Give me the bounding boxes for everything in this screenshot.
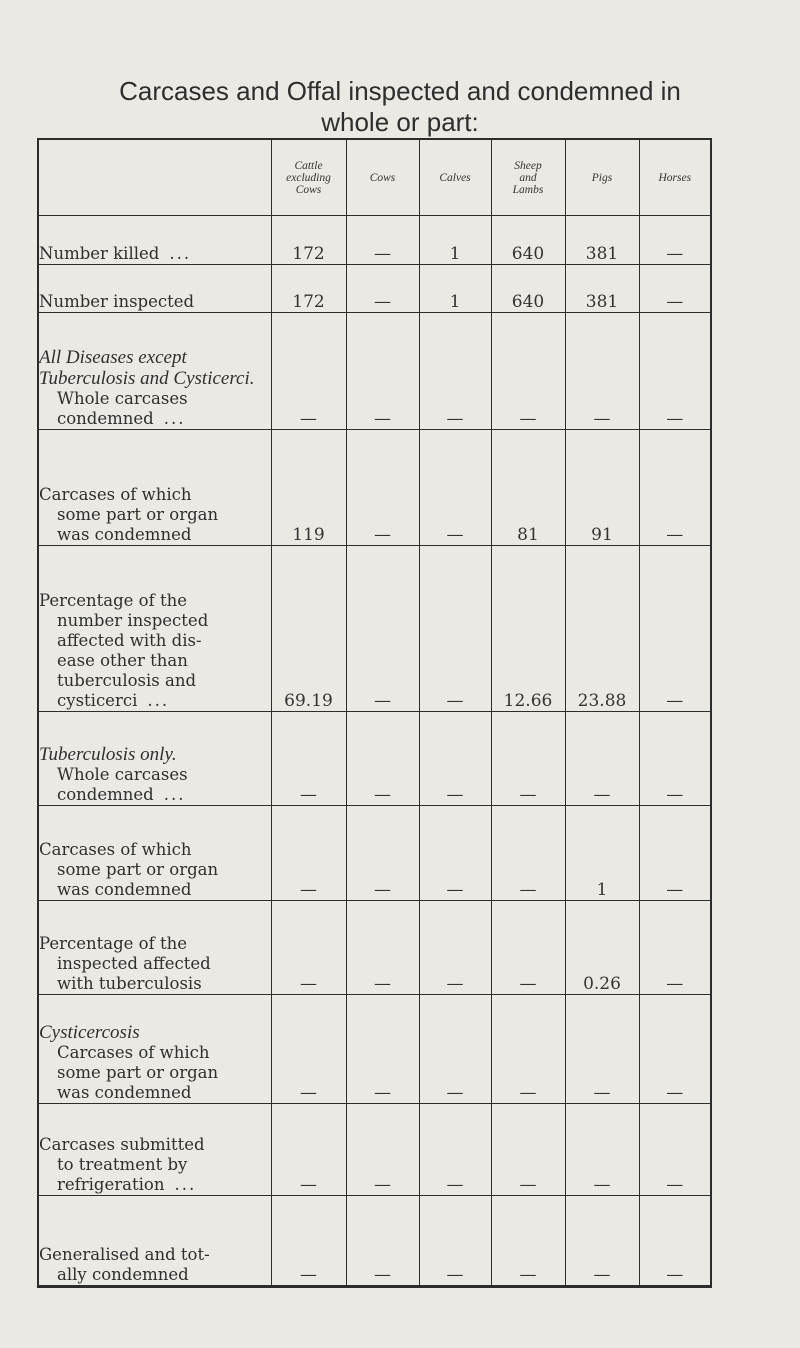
row-label-text: Carcases of which xyxy=(57,1043,210,1062)
row-label-line xyxy=(39,631,271,651)
table-cell: — xyxy=(346,546,419,712)
table-row xyxy=(38,712,711,806)
row-label-text: Number killed xyxy=(39,244,160,263)
table-cell: 12.66 xyxy=(491,546,565,712)
row-label-text: Carcases of which xyxy=(39,485,192,504)
table-cell: 381 xyxy=(565,216,639,265)
leader-dots: ... xyxy=(163,409,186,428)
table-cell: — xyxy=(639,1104,711,1196)
row-label-line xyxy=(39,785,271,805)
table-row xyxy=(38,1196,711,1287)
table-cell: 81 xyxy=(491,430,565,546)
header-row xyxy=(38,139,711,216)
table-cell: — xyxy=(346,1104,419,1196)
row-label-line xyxy=(39,244,271,264)
row-label-line xyxy=(39,1135,271,1155)
inspection-table xyxy=(37,138,712,1288)
table-cell: — xyxy=(639,712,711,806)
table-row xyxy=(38,806,711,901)
table-cell: — xyxy=(419,313,491,430)
table-cell: — xyxy=(639,313,711,430)
row-label xyxy=(38,1196,271,1287)
table-cell: — xyxy=(491,901,565,995)
table-cell: — xyxy=(491,712,565,806)
table-cell: — xyxy=(346,313,419,430)
row-label-line xyxy=(39,671,271,691)
table-cell: — xyxy=(346,806,419,901)
table-cell: — xyxy=(271,995,346,1104)
table-cell: — xyxy=(639,806,711,901)
row-label-text: number inspected xyxy=(57,611,209,630)
table-cell: — xyxy=(639,546,711,712)
row-label-text: Number inspected xyxy=(39,292,195,311)
row-label-text: some part or organ xyxy=(57,505,219,524)
row-label-line xyxy=(39,1175,271,1195)
table-cell: 1 xyxy=(419,216,491,265)
table-row xyxy=(38,901,711,995)
row-label-text: condemned xyxy=(57,785,154,804)
row-label-text: with tuberculosis xyxy=(57,974,202,993)
row-label-line xyxy=(39,1265,271,1285)
row-label xyxy=(38,546,271,712)
column-header-line: and xyxy=(519,171,537,184)
row-label-line xyxy=(39,1155,271,1175)
row-section-heading: Tuberculosis only. xyxy=(39,744,177,765)
table-cell: — xyxy=(565,712,639,806)
table-cell: — xyxy=(346,216,419,265)
row-label-text: Carcases submitted xyxy=(39,1135,205,1154)
table-cell: 640 xyxy=(491,216,565,265)
column-header-line: Cattle xyxy=(294,159,323,172)
row-label-text: cysticerci xyxy=(57,691,138,710)
column-header-line: Pigs xyxy=(591,171,613,184)
table-cell: — xyxy=(419,1104,491,1196)
table-cell: — xyxy=(639,265,711,313)
table-cell: — xyxy=(419,806,491,901)
row-label-line xyxy=(39,409,271,429)
table-cell: — xyxy=(419,1196,491,1287)
table-row xyxy=(38,1104,711,1196)
row-label xyxy=(38,712,271,806)
table-cell: — xyxy=(565,313,639,430)
table-cell: 1 xyxy=(565,806,639,901)
row-label-text: some part or organ xyxy=(57,860,219,879)
row-label xyxy=(38,430,271,546)
row-label-line xyxy=(39,485,271,505)
table-cell: 1 xyxy=(419,265,491,313)
row-label-line xyxy=(39,611,271,631)
table-cell: — xyxy=(419,712,491,806)
table-cell: — xyxy=(491,995,565,1104)
title-line-1: Carcases and Offal inspected and condemned in xyxy=(119,76,681,106)
table-cell: — xyxy=(346,265,419,313)
row-label xyxy=(38,901,271,995)
row-label xyxy=(38,216,271,265)
table-cell: — xyxy=(271,712,346,806)
table-cell: — xyxy=(639,901,711,995)
page-title xyxy=(0,76,800,138)
table-cell: — xyxy=(565,1104,639,1196)
row-label xyxy=(38,995,271,1104)
row-label-line xyxy=(39,934,271,954)
row-label-line xyxy=(39,765,271,785)
row-label-text: condemned xyxy=(57,409,154,428)
column-header-pigs xyxy=(565,139,639,216)
table-cell: — xyxy=(346,901,419,995)
table-cell: — xyxy=(271,1196,346,1287)
row-label-text: Carcases of which xyxy=(39,840,192,859)
column-header-calves xyxy=(419,139,491,216)
table-cell: — xyxy=(419,995,491,1104)
row-label xyxy=(38,806,271,901)
table-row xyxy=(38,995,711,1104)
row-label-line xyxy=(39,954,271,974)
row-label-text: ease other than xyxy=(57,651,188,670)
row-label-text: Percentage of the xyxy=(39,591,187,610)
row-label-line xyxy=(39,292,271,312)
table-cell: — xyxy=(639,430,711,546)
table-row xyxy=(38,546,711,712)
leader-dots: ... xyxy=(169,244,192,263)
row-label-line xyxy=(39,1063,271,1083)
leader-dots: ... xyxy=(163,785,186,804)
row-label-text: tuberculosis and xyxy=(57,671,197,690)
row-label-line xyxy=(39,389,271,409)
table-cell: — xyxy=(419,546,491,712)
row-label-text: some part or organ xyxy=(57,1063,219,1082)
row-label-text: to treatment by xyxy=(57,1155,188,1174)
table-cell: — xyxy=(271,1104,346,1196)
row-label xyxy=(38,265,271,313)
table-cell: 0.26 xyxy=(565,901,639,995)
column-header-line: Calves xyxy=(439,171,471,184)
table-cell: — xyxy=(565,1196,639,1287)
table-cell: 69.19 xyxy=(271,546,346,712)
table-cell: 172 xyxy=(271,216,346,265)
table-cell: — xyxy=(271,806,346,901)
row-section-heading: All Diseases except Tuberculosis and Cysticerci. xyxy=(39,347,255,389)
title-line-2: whole or part: xyxy=(321,107,479,137)
table-cell: — xyxy=(419,430,491,546)
column-header-line: Horses xyxy=(658,171,692,184)
row-label-text: Whole carcases xyxy=(57,765,188,784)
table-cell: — xyxy=(491,1196,565,1287)
table-cell: — xyxy=(271,313,346,430)
table-cell: — xyxy=(639,1196,711,1287)
table-cell: — xyxy=(491,313,565,430)
column-header-line: Sheep xyxy=(514,159,542,172)
row-label-text: was condemned xyxy=(57,1083,192,1102)
table-row xyxy=(38,216,711,265)
column-header-horses xyxy=(639,139,711,216)
row-label-line xyxy=(39,525,271,545)
row-label-line xyxy=(39,1043,271,1063)
row-label-text: was condemned xyxy=(57,880,192,899)
table-row xyxy=(38,313,711,430)
table-cell: 640 xyxy=(491,265,565,313)
table-cell: 91 xyxy=(565,430,639,546)
table-cell: — xyxy=(346,1196,419,1287)
table-cell: — xyxy=(565,995,639,1104)
table-cell: 381 xyxy=(565,265,639,313)
table-cell: — xyxy=(491,806,565,901)
row-label xyxy=(38,313,271,430)
table-cell: — xyxy=(419,901,491,995)
row-label-line xyxy=(39,840,271,860)
table-cell: — xyxy=(491,1104,565,1196)
column-header-sheep xyxy=(491,139,565,216)
row-label-text: Generalised and tot- xyxy=(39,1245,210,1264)
table-row xyxy=(38,430,711,546)
row-label xyxy=(38,1104,271,1196)
table-body xyxy=(38,216,711,1287)
column-header-line: Cows xyxy=(295,183,322,196)
leader-dots: ... xyxy=(174,1175,197,1194)
row-label-text: inspected affected xyxy=(57,954,211,973)
corner-cell xyxy=(38,139,271,216)
row-label-line xyxy=(39,1245,271,1265)
row-section-heading: Cysticercosis xyxy=(39,1022,140,1043)
row-label-text: Whole carcases xyxy=(57,389,188,408)
column-header-cattle xyxy=(271,139,346,216)
table-cell: — xyxy=(346,995,419,1104)
row-label-text: ally condemned xyxy=(57,1265,189,1284)
row-label-text: was condemned xyxy=(57,525,192,544)
table-cell: 23.88 xyxy=(565,546,639,712)
row-label-line xyxy=(39,691,271,711)
row-label-line xyxy=(39,591,271,611)
table-cell: — xyxy=(346,712,419,806)
table-cell: — xyxy=(346,430,419,546)
row-label-line xyxy=(39,651,271,671)
column-header-line: Lambs xyxy=(512,183,544,196)
row-label-line xyxy=(39,505,271,525)
row-label-text: Percentage of the xyxy=(39,934,187,953)
table-cell: 119 xyxy=(271,430,346,546)
row-label-line xyxy=(39,974,271,994)
table-cell: 172 xyxy=(271,265,346,313)
table-cell: — xyxy=(271,901,346,995)
table-cell: — xyxy=(639,216,711,265)
column-header-cows xyxy=(346,139,419,216)
table-row xyxy=(38,265,711,313)
leader-dots: ... xyxy=(147,691,170,710)
row-label-text: affected with dis- xyxy=(57,631,202,650)
table-cell: — xyxy=(639,995,711,1104)
column-header-line: excluding xyxy=(286,171,331,184)
column-header-line: Cows xyxy=(369,171,396,184)
row-label-line xyxy=(39,860,271,880)
row-label-line xyxy=(39,1083,271,1103)
row-label-text: refrigeration xyxy=(57,1175,165,1194)
row-label-line xyxy=(39,880,271,900)
